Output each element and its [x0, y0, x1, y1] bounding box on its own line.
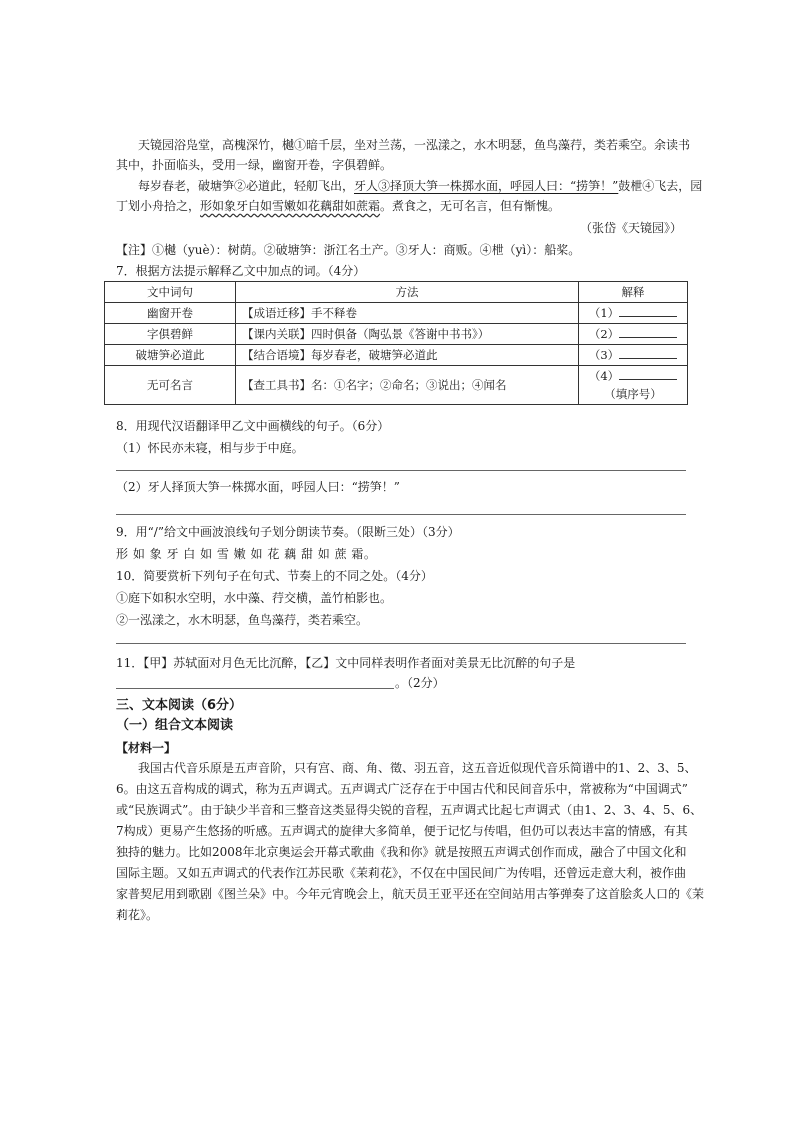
answer-line[interactable]	[116, 643, 686, 644]
answer-line[interactable]	[116, 688, 394, 689]
answer-cell[interactable]: （3）	[579, 345, 688, 366]
table-header-row	[105, 282, 688, 303]
table-cell: 字俱碧鲜	[105, 324, 236, 345]
q9-text: 形 如 象 牙 白 如 雪 嫩 如 花 藕 甜 如 蔗 霜。	[116, 547, 377, 561]
table-cell: 无可名言	[105, 366, 236, 405]
q7-title: 7．根据方法提示解释乙文中加点的词。（4分）	[116, 264, 366, 278]
q9-title: 9．用“/”给文中画波浪线句子划分朗读节奏。（限断三处）（3分）	[116, 525, 460, 539]
table-cell: 【成语迁移】手不释卷	[236, 303, 579, 324]
table-header: 解释	[579, 282, 688, 303]
answer-cell[interactable]: （4） （填序号）	[579, 366, 688, 405]
answer-cell[interactable]: （1）	[579, 303, 688, 324]
table-cell: 破塘笋必道此	[105, 345, 236, 366]
table-cell: 【结合语境】每岁春老，破塘笋必道此	[236, 345, 579, 366]
table-cell: 幽窗开卷	[105, 303, 236, 324]
answer-line[interactable]	[116, 514, 686, 515]
answer-line[interactable]	[116, 470, 686, 471]
material-line: 或“民族调式”。由于缺少半音和三整音这类显得尖锐的音程，五声调式比起七声调式（由1、2、3、4、5、6、	[116, 803, 703, 817]
passage-source: （张岱《天镜园》）	[579, 221, 682, 235]
material-line: 我国古代音乐原是五声音阶，只有宫、商、角、徵、羽五音，这五音近似现代音乐简谱中的1、2、3、5、	[138, 761, 697, 775]
table-row	[105, 324, 688, 345]
wavy-sentence: 形如象牙白如雪嫩如花藕甜如蔗霜	[200, 199, 381, 213]
table-cell: 【课内关联】四时俱备（陶弘景《答谢中书书》）	[236, 324, 579, 345]
material-line: 国际主题。又如五声调式的代表作江苏民歌《茉莉花》，不仅在中国民间广为传唱，还曾远走意大利，被作曲	[116, 866, 687, 880]
section-title: 三、文本阅读（6分）	[116, 698, 243, 713]
table-cell: 【查工具书】名：①名字；②命名；③说出；④闻名	[236, 366, 579, 405]
q8-sentence: （1）怀民亦未寝，相与步于中庭。	[116, 441, 304, 455]
q10-title: 10．简要赏析下列句子在句式、节奏上的不同之处。（4分）	[116, 569, 433, 583]
passage-line: 天镜园浴凫堂，高槐深竹，樾①暗千层，坐对兰荡，一泓漾之，水木明瑟，鱼鸟藻荇，类若乘空。余读书	[138, 138, 691, 152]
q11-title: 11．【甲】苏轼面对月色无比沉醉，【乙】文中同样表明作者面对美景无比沉醉的句子是	[116, 656, 576, 670]
q11-score: 。（2分）	[395, 676, 445, 690]
table-header: 文中词句	[105, 282, 236, 303]
material-line: 莉花》。	[116, 908, 159, 922]
passage-line: 丁划小舟拾之，形如象牙白如雪嫩如花藕甜如蔗霜。煮食之，无可名言，但有惭愧。	[116, 199, 561, 213]
q10-sentence: ②一泓漾之，水木明瑟，鱼鸟藻荇，类若乘空。	[116, 613, 369, 627]
q7-table	[104, 281, 688, 405]
section-subtitle: （一）组合文本阅读	[116, 718, 234, 733]
material-label: 【材料一】	[116, 741, 177, 755]
q8-sentence: （2）牙人择顶大笋一株掷水面，呼园人曰：“捞笋！”	[116, 480, 400, 494]
table-row	[105, 303, 688, 324]
passage-line: 每岁春老，破塘笋②必道此，轻舠飞出，牙人③择顶大笋一株掷水面，呼园人曰：“捞笋！”鼓枻④飞去，园	[138, 179, 703, 193]
passage-line: 其中，扑面临头，受用一绿，幽窗开卷，字俱碧鲜。	[116, 158, 393, 172]
material-line: 6。由这五音构成的调式，称为五声调式。五声调式广泛存在于中国古代和民间音乐中，常被称为“中国调式”	[116, 782, 688, 796]
footnote: 【注】①樾（yuè）：树荫。②破塘笋：浙江名土产。③牙人：商贩。④枻（yì）：船桨。	[116, 243, 581, 257]
material-line: 家普契尼用到歌剧《图兰朵》中。今年元宵晚会上，航天员王亚平还在空间站用古筝弹奏了这首脍炙人口的《茉	[116, 887, 705, 901]
material-line: 独持的魅力。比如2008年北京奥运会开幕式歌曲《我和你》就是按照五声调式创作而成，融合了中国文化和	[116, 845, 687, 859]
q10-sentence: ①庭下如积水空明，水中藻、荇交横，盖竹柏影也。	[116, 591, 393, 605]
table-row	[105, 345, 688, 366]
q8-title: 8．用现代汉语翻译甲乙文中画横线的句子。（6分）	[116, 419, 390, 433]
answer-cell[interactable]: （2）	[579, 324, 688, 345]
table-row	[105, 366, 688, 405]
table-header: 方法	[236, 282, 579, 303]
underlined-sentence: 牙人③择顶大笋一株掷水面，呼园人曰：“捞笋！”	[354, 179, 619, 193]
material-line: 7构成）更易产生悠扬的听感。五声调式的旋律大多简单，便于记忆与传唱，但仍可以表达丰富的情感，有其	[116, 824, 688, 838]
